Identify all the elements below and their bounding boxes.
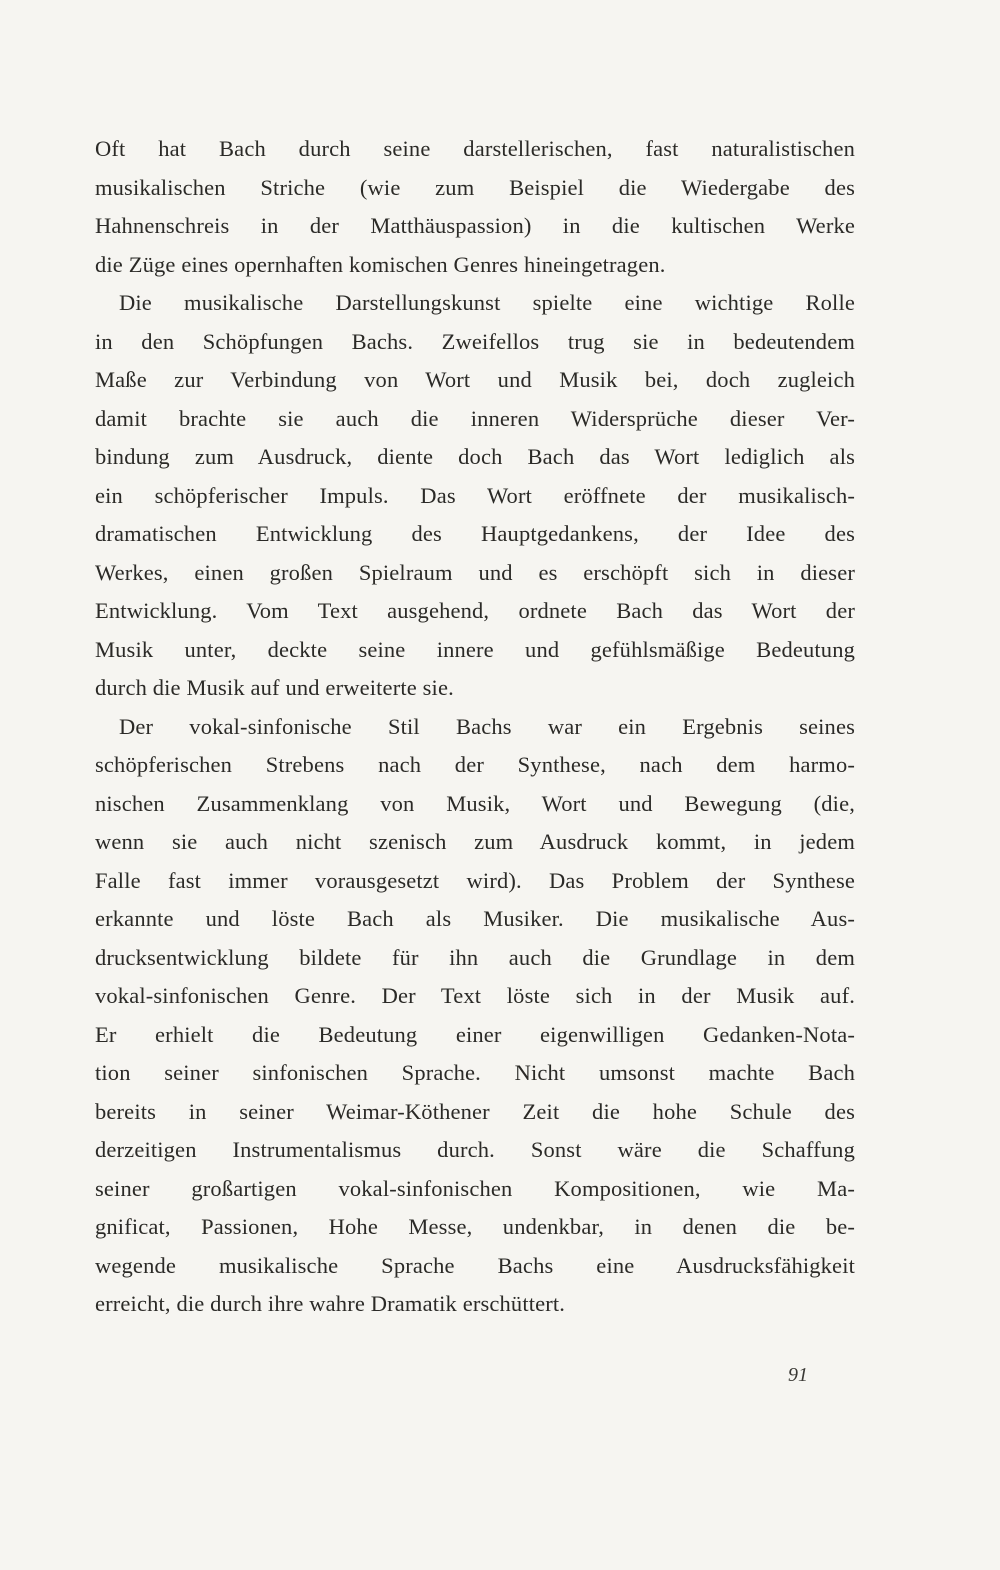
text-line: nischen Zusammenklang von Musik, Wort und Bewegung (die, <box>95 790 855 816</box>
text-line: damit brachte sie auch die inneren Widersprüche dieser Ver- <box>95 405 855 431</box>
text-line: wegende musikalische Sprache Bachs eine Ausdrucksfähigkeit <box>95 1252 855 1278</box>
page-number: 91 <box>788 1364 808 1386</box>
paragraph-1 <box>95 130 855 284</box>
text-line: dramatischen Entwicklung des Hauptgedankens, der Idee des <box>95 521 855 546</box>
text-line: Entwicklung. Vom Text ausgehend, ordnete Bach das Wort der <box>95 598 855 623</box>
text-line: erkannte und löste Bach als Musiker. Die musikalische Aus- <box>95 906 855 931</box>
text-line: Musik unter, deckte seine innere und gefühlsmäßige Bedeutung <box>95 636 855 662</box>
text-line: Er erhielt die Bedeutung einer eigenwilligen Gedanken-Nota- <box>95 1021 855 1047</box>
text-line: bindung zum Ausdruck, diente doch Bach das Wort lediglich als <box>95 444 855 469</box>
text-line: seiner großartigen vokal-sinfonischen Kompositionen, wie Ma- <box>95 1175 855 1201</box>
paragraph-2 <box>95 284 855 708</box>
text-line: musikalischen Striche (wie zum Beispiel die Wiedergabe des <box>95 174 855 200</box>
text-line: Falle fast immer vorausgesetzt wird). Das Problem der Synthese <box>95 867 855 893</box>
text-line: drucksentwicklung bildete für ihn auch die Grundlage in dem <box>95 944 855 970</box>
text-line: Oft hat Bach durch seine darstellerischen, fast naturalistischen <box>95 136 855 161</box>
text-line: derzeitigen Instrumentalismus durch. Sonst wäre die Schaffung <box>95 1137 855 1162</box>
text-line: vokal-sinfonischen Genre. Der Text löste sich in der Musik auf. <box>95 983 855 1008</box>
text-line: ein schöpferischer Impuls. Das Wort eröffnete der musikalisch- <box>95 482 855 508</box>
body-text <box>95 130 855 1324</box>
text-line: wenn sie auch nicht szenisch zum Ausdruck kommt, in jedem <box>95 829 855 854</box>
text-line: bereits in seiner Weimar-Köthener Zeit die hohe Schule des <box>95 1098 855 1124</box>
text-line: die Züge eines opernhaften komischen Genres hineingetragen. <box>95 251 666 277</box>
text-line: gnificat, Passionen, Hohe Messe, undenkbar, in denen die be- <box>95 1214 855 1239</box>
text-line: schöpferischen Strebens nach der Synthese, nach dem harmo- <box>95 752 855 777</box>
text-line: in den Schöpfungen Bachs. Zweifellos trug sie in bedeutendem <box>95 328 855 354</box>
text-line: Hahnenschreis in der Matthäuspassion) in die kultischen Werke <box>95 213 855 238</box>
text-line: erreicht, die durch ihre wahre Dramatik erschüttert. <box>95 1291 566 1316</box>
text-line: Maße zur Verbindung von Wort und Musik bei, doch zugleich <box>95 367 855 392</box>
text-line: tion seiner sinfonischen Sprache. Nicht umsonst machte Bach <box>95 1060 855 1085</box>
text-line: durch die Musik auf und erweiterte sie. <box>95 675 454 700</box>
text-line: Der vokal-sinfonische Stil Bachs war ein Ergebnis seines <box>119 713 855 739</box>
text-line: Werkes, einen großen Spielraum und es erschöpft sich in dieser <box>95 559 855 585</box>
paragraph-3 <box>95 708 855 1324</box>
text-line: Die musikalische Darstellungskunst spielte eine wichtige Rolle <box>119 290 855 315</box>
